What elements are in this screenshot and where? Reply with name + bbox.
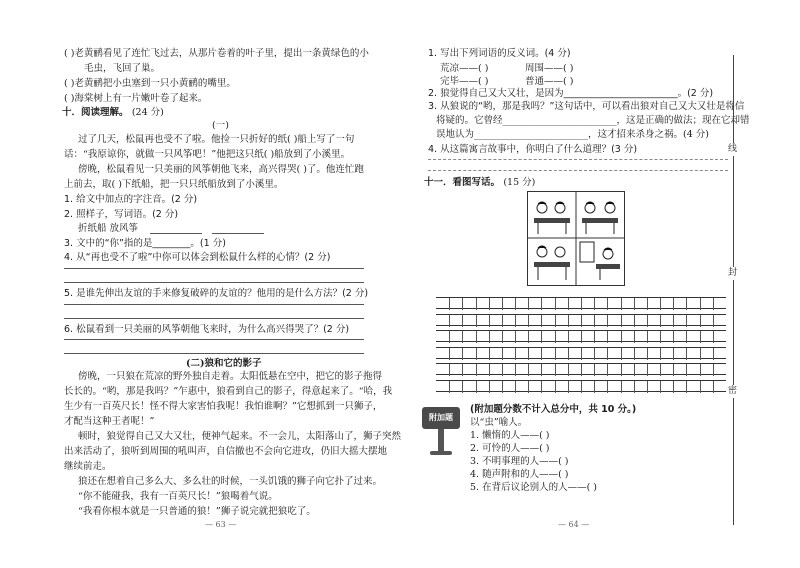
section-11-title xyxy=(424,178,535,188)
writing-grid-cell[interactable] xyxy=(634,298,635,310)
writing-grid-cell[interactable] xyxy=(581,315,582,327)
writing-grid-cell[interactable] xyxy=(647,364,648,376)
passage-2-line: 才配当这种王者呢！” xyxy=(64,416,155,427)
passage-2-line: 顿时，狼觉得自己又大又壮，便神气起来。不一会儿，太阳落山了，狮子突然 xyxy=(78,431,402,442)
bonus-badge-label: 附加题 xyxy=(429,413,453,422)
writing-grid-cell[interactable] xyxy=(555,364,556,376)
passage-1-line: 话：“我原谅你，就做一只风筝吧！”他把这只纸( )船放到了小溪里。 xyxy=(64,149,351,160)
passage-2-line: 狼还在想着自己多么大、多么壮的时候，一头饥饿的狮子向它扑了过来。 xyxy=(78,476,383,487)
writing-grid-cell[interactable] xyxy=(449,364,450,376)
antonym-item: 周围——( ) xyxy=(525,63,574,74)
writing-grid-cell[interactable] xyxy=(489,348,490,360)
antonym-item: 完毕——( ) xyxy=(440,76,489,87)
passage-1-title: (一) xyxy=(212,120,229,131)
writing-grid-cell[interactable] xyxy=(660,315,661,327)
writing-grid-cell[interactable] xyxy=(634,364,635,376)
writing-grid-cell[interactable] xyxy=(502,331,503,343)
margin-label-seal: 封 xyxy=(728,268,738,278)
writing-grid-cell[interactable] xyxy=(515,331,516,343)
writing-grid-cell[interactable] xyxy=(581,348,582,360)
writing-grid-cell[interactable] xyxy=(555,315,556,327)
writing-grid-cell[interactable] xyxy=(634,348,635,360)
writing-grid-cell[interactable] xyxy=(634,381,635,393)
writing-grid-cell[interactable] xyxy=(607,364,608,376)
writing-grid-cell[interactable] xyxy=(673,348,674,360)
bonus-item: 5. 在背后议论别人的人——( ) xyxy=(470,482,598,493)
writing-grid-cell[interactable] xyxy=(660,364,661,376)
writing-grid-cell[interactable] xyxy=(673,364,674,376)
writing-grid-cell[interactable] xyxy=(700,331,701,343)
writing-grid-cell[interactable] xyxy=(700,364,701,376)
sequence-item-1-cont: 毛虫，飞回了巢。 xyxy=(84,63,161,74)
writing-grid-cell[interactable] xyxy=(449,298,450,310)
writing-grid-cell[interactable] xyxy=(462,315,463,327)
section-10-title xyxy=(62,108,164,118)
writing-grid-cell[interactable] xyxy=(555,331,556,343)
writing-grid-cell[interactable] xyxy=(489,331,490,343)
passage-2-line: 出来活动了，狼听到周围的吼叫声，自信撤也不会向它进攻，仍旧大摇大摆地 xyxy=(64,446,388,457)
answer-line[interactable] xyxy=(150,233,202,234)
writing-grid-cell[interactable] xyxy=(673,315,674,327)
passage-1-line: 过了几天，松鼠再也受不了啦。他捡一只折好的纸( )船上写了一句 xyxy=(78,134,355,145)
page-number-left: — 63 — xyxy=(205,520,237,529)
writing-grid-cell[interactable] xyxy=(594,364,595,376)
writing-grid-cell[interactable] xyxy=(647,348,648,360)
writing-grid-cell[interactable] xyxy=(686,348,687,360)
writing-grid-cell[interactable] xyxy=(541,315,542,327)
writing-grid-cell[interactable] xyxy=(594,298,595,310)
passage-2-line: 长长的。“哟，那是我吗？”乍惠中，狼看到自己的影子，得意起来了。“哈，我 xyxy=(64,386,393,397)
page-number-right: — 64 — xyxy=(558,520,590,529)
writing-grid-cell[interactable] xyxy=(686,298,687,310)
writing-grid-cell[interactable] xyxy=(476,315,477,327)
writing-grid-cell[interactable] xyxy=(686,331,687,343)
bonus-badge-icon xyxy=(422,407,460,429)
passage-2-title: (二)狼和它的影子 xyxy=(186,358,262,369)
writing-grid-row xyxy=(436,347,726,359)
binding-margin-line xyxy=(733,55,734,525)
writing-grid-cell[interactable] xyxy=(581,298,582,310)
margin-label-secret: 密 xyxy=(728,386,738,396)
writing-grid-row xyxy=(436,314,726,326)
writing-grid-cell[interactable] xyxy=(700,298,701,310)
writing-grid-cell[interactable] xyxy=(700,381,701,393)
writing-grid-cell[interactable] xyxy=(489,298,490,310)
writing-grid-cell[interactable] xyxy=(673,331,674,343)
writing-grid-cell[interactable] xyxy=(713,348,714,360)
margin-label-line: 线 xyxy=(728,144,738,154)
writing-grid-cell[interactable] xyxy=(581,381,582,393)
writing-grid-cell[interactable] xyxy=(462,381,463,393)
answer-line[interactable] xyxy=(212,233,264,234)
writing-grid-cell[interactable] xyxy=(594,348,595,360)
question-3: 3. 文中的“你”指的是________。(1 分) xyxy=(64,238,226,249)
writing-grid-cell[interactable] xyxy=(660,331,661,343)
bonus-title: (附加题分数不计入总分中，共 10 分。) xyxy=(470,404,637,415)
writing-grid-cell[interactable] xyxy=(673,381,674,393)
antonym-item: 荒凉——( ) xyxy=(440,63,489,74)
right-question-1: 1. 写出下列词语的反义词。(4 分) xyxy=(428,48,571,59)
writing-grid-cell[interactable] xyxy=(607,331,608,343)
writing-grid-cell[interactable] xyxy=(594,331,595,343)
writing-grid-row xyxy=(436,297,726,309)
writing-grid-cell[interactable] xyxy=(502,315,503,327)
writing-grid-cell[interactable] xyxy=(462,331,463,343)
writing-grid-cell[interactable] xyxy=(647,331,648,343)
answer-line[interactable] xyxy=(64,339,364,340)
sequence-item-2: ( )老黄鹂把小虫塞到一只小黄鹂的嘴里。 xyxy=(64,78,236,89)
writing-grid-row xyxy=(436,363,726,375)
writing-grid-cell[interactable] xyxy=(568,381,569,393)
writing-grid-cell[interactable] xyxy=(528,298,529,310)
writing-grid-cell[interactable] xyxy=(449,315,450,327)
writing-grid-cell[interactable] xyxy=(541,364,542,376)
bonus-item: 2. 可怜的人——( ) xyxy=(470,443,550,454)
writing-grid-cell[interactable] xyxy=(581,331,582,343)
writing-grid-cell[interactable] xyxy=(502,298,503,310)
writing-grid-cell[interactable] xyxy=(541,381,542,393)
right-question-3-line: 3. 从狼说的“哟，那是我吗？”这句话中，可以看出狼对自己又大又壮是将信 xyxy=(428,101,745,112)
writing-grid-cell[interactable] xyxy=(462,298,463,310)
writing-grid-cell[interactable] xyxy=(568,331,569,343)
answer-line[interactable] xyxy=(64,304,364,305)
writing-grid-cell[interactable] xyxy=(541,298,542,310)
writing-grid-cell[interactable] xyxy=(686,381,687,393)
writing-grid-cell[interactable] xyxy=(476,298,477,310)
passage-2-line: 傍晚，一只狼在荒凉的野外独自走着。太阳低悬在空中，把它的影子拖得 xyxy=(78,371,383,382)
writing-grid-cell[interactable] xyxy=(713,331,714,343)
answer-line[interactable] xyxy=(428,159,728,160)
writing-grid-cell[interactable] xyxy=(594,381,595,393)
writing-grid-row xyxy=(436,330,726,342)
writing-grid-cell[interactable] xyxy=(581,364,582,376)
sequence-item-3: ( )海棠树上有一片嫩叶卷了起来。 xyxy=(64,93,208,104)
writing-grid-cell[interactable] xyxy=(555,381,556,393)
writing-grid-cell[interactable] xyxy=(502,381,503,393)
writing-grid-cell[interactable] xyxy=(541,331,542,343)
writing-grid-cell[interactable] xyxy=(449,348,450,360)
question-4: 4. 从“再也受不了啦”中你可以体会到松鼠什么样的心情？(2 分) xyxy=(64,252,331,263)
writing-grid-cell[interactable] xyxy=(489,381,490,393)
writing-grid-cell[interactable] xyxy=(621,315,622,327)
writing-grid-cell[interactable] xyxy=(607,381,608,393)
right-question-3-line: 将疑的。它曾经________________________，这是正确的做法；现在它却错 xyxy=(436,115,750,126)
writing-grid-cell[interactable] xyxy=(462,364,463,376)
writing-grid-cell[interactable] xyxy=(621,348,622,360)
question-6: 6. 松鼠看到一只美丽的风筝朝他飞来时，为什么高兴得哭了？(2 分) xyxy=(64,324,350,335)
answer-line[interactable] xyxy=(428,170,728,171)
bonus-item: 3. 不明事理的人——( ) xyxy=(470,456,569,467)
writing-grid-cell[interactable] xyxy=(647,315,648,327)
writing-grid-cell[interactable] xyxy=(634,315,635,327)
writing-grid-cell[interactable] xyxy=(621,331,622,343)
writing-grid-cell[interactable] xyxy=(607,315,608,327)
writing-grid-cell[interactable] xyxy=(555,298,556,310)
answer-line[interactable] xyxy=(64,318,364,319)
writing-grid-cell[interactable] xyxy=(713,315,714,327)
antonym-item: 普通——( ) xyxy=(525,76,574,87)
answer-line[interactable] xyxy=(64,268,364,269)
writing-grid-cell[interactable] xyxy=(515,348,516,360)
writing-grid-cell[interactable] xyxy=(476,381,477,393)
writing-grid-cell[interactable] xyxy=(568,348,569,360)
right-question-3-line: 误地认为________________________，这才招来杀身之祸。(4 分) xyxy=(436,129,709,140)
writing-grid-cell[interactable] xyxy=(515,364,516,376)
section-11-heading: 十一．看图写话。 xyxy=(424,177,501,188)
writing-grid-cell[interactable] xyxy=(489,315,490,327)
writing-grid-cell[interactable] xyxy=(462,348,463,360)
writing-grid-cell[interactable] xyxy=(634,331,635,343)
writing-grid-cell[interactable] xyxy=(700,315,701,327)
writing-grid-cell[interactable] xyxy=(528,364,529,376)
writing-grid-cell[interactable] xyxy=(660,348,661,360)
writing-grid-cell[interactable] xyxy=(607,298,608,310)
writing-grid-cell[interactable] xyxy=(528,331,529,343)
right-question-4: 4. 从这篇寓言故事中，你明白了什么道理？(3 分) xyxy=(428,144,638,155)
passage-2-line: “你不能碰我，我有一百英尺长！”狼喝着气说。 xyxy=(78,491,278,502)
writing-grid-cell[interactable] xyxy=(621,381,622,393)
writing-grid-cell[interactable] xyxy=(700,348,701,360)
writing-grid-cell[interactable] xyxy=(660,298,661,310)
writing-grid-cell[interactable] xyxy=(502,364,503,376)
writing-grid-cell[interactable] xyxy=(502,348,503,360)
right-page xyxy=(400,0,800,568)
question-5: 5. 是谁先伸出友谊的手来修复破碎的友谊的？他用的是什么方法？(2 分) xyxy=(64,288,369,299)
right-question-2: 2. 狼觉得自己又大又壮，是因为________________________。(2 分) xyxy=(428,88,714,99)
section-10-score: (24 分) xyxy=(131,107,164,118)
bonus-intro: 以“虫”喻人。 xyxy=(470,417,528,428)
story-picture xyxy=(527,191,625,286)
section-11-score: (15 分) xyxy=(503,177,536,188)
writing-grid-cell[interactable] xyxy=(541,348,542,360)
badge-stem xyxy=(438,429,444,453)
answer-line[interactable] xyxy=(64,282,364,283)
writing-grid-cell[interactable] xyxy=(449,381,450,393)
writing-grid-cell[interactable] xyxy=(568,315,569,327)
writing-grid-cell[interactable] xyxy=(660,381,661,393)
passage-1-line: 傍晚，松鼠看见一只美丽的风筝朝他飞来，高兴得哭( )了。他连忙跑 xyxy=(78,164,364,175)
writing-grid-cell[interactable] xyxy=(686,315,687,327)
writing-grid[interactable] xyxy=(436,296,726,392)
writing-grid-cell[interactable] xyxy=(515,315,516,327)
writing-grid-cell[interactable] xyxy=(476,348,477,360)
writing-grid-cell[interactable] xyxy=(647,298,648,310)
bonus-item: 1. 懒惰的人——( ) xyxy=(470,430,550,441)
writing-grid-cell[interactable] xyxy=(555,348,556,360)
writing-grid-cell[interactable] xyxy=(515,298,516,310)
section-10-heading: 十．阅读理解。 xyxy=(62,107,129,118)
writing-grid-cell[interactable] xyxy=(449,331,450,343)
writing-grid-cell[interactable] xyxy=(568,298,569,310)
writing-grid-cell[interactable] xyxy=(686,364,687,376)
writing-grid-cell[interactable] xyxy=(489,364,490,376)
writing-grid-cell[interactable] xyxy=(713,364,714,376)
bonus-item: 4. 随声附和的人——( ) xyxy=(470,469,569,480)
badge-base xyxy=(430,451,452,455)
writing-grid-cell[interactable] xyxy=(476,364,477,376)
answer-line[interactable] xyxy=(64,353,364,354)
writing-grid-cell[interactable] xyxy=(528,348,529,360)
writing-grid-cell[interactable] xyxy=(607,348,608,360)
sequence-item-1: ( )老黄鹂看见了连忙飞过去，从那片卷着的叶子里，提出一条黄绿色的小 xyxy=(64,48,369,59)
passage-2-line: “我看你根本就是一只普通的狼！”狮子说完就把狼吃了。 xyxy=(78,506,316,517)
writing-grid-cell[interactable] xyxy=(568,364,569,376)
passage-1-line: 上前去，取( )下纸船，把一只只纸船放到了小溪里。 xyxy=(64,179,284,190)
writing-grid-cell[interactable] xyxy=(621,364,622,376)
passage-2-line: 继续前走。 xyxy=(64,461,112,472)
writing-grid-cell[interactable] xyxy=(673,298,674,310)
writing-grid-cell[interactable] xyxy=(528,315,529,327)
question-1: 1. 给文中加点的字注音。(2 分) xyxy=(64,194,198,205)
question-2-example: 折纸船 放风筝 xyxy=(78,223,139,234)
writing-grid-cell[interactable] xyxy=(476,331,477,343)
writing-grid-cell[interactable] xyxy=(528,381,529,393)
writing-grid-cell[interactable] xyxy=(713,298,714,310)
writing-grid-cell[interactable] xyxy=(621,298,622,310)
question-2: 2. 照样子，写词语。(2 分) xyxy=(64,209,179,220)
cartoon-story-panels-icon xyxy=(528,192,624,285)
writing-grid-cell[interactable] xyxy=(713,381,714,393)
writing-grid-cell[interactable] xyxy=(515,381,516,393)
writing-grid-cell[interactable] xyxy=(594,315,595,327)
writing-grid-cell[interactable] xyxy=(647,381,648,393)
passage-2-line: 生少有一百英尺长！怪不得大家害怕我呢！我怕谁啊？”它想抓到一只狮子， xyxy=(64,401,383,412)
writing-grid-row xyxy=(436,380,726,392)
